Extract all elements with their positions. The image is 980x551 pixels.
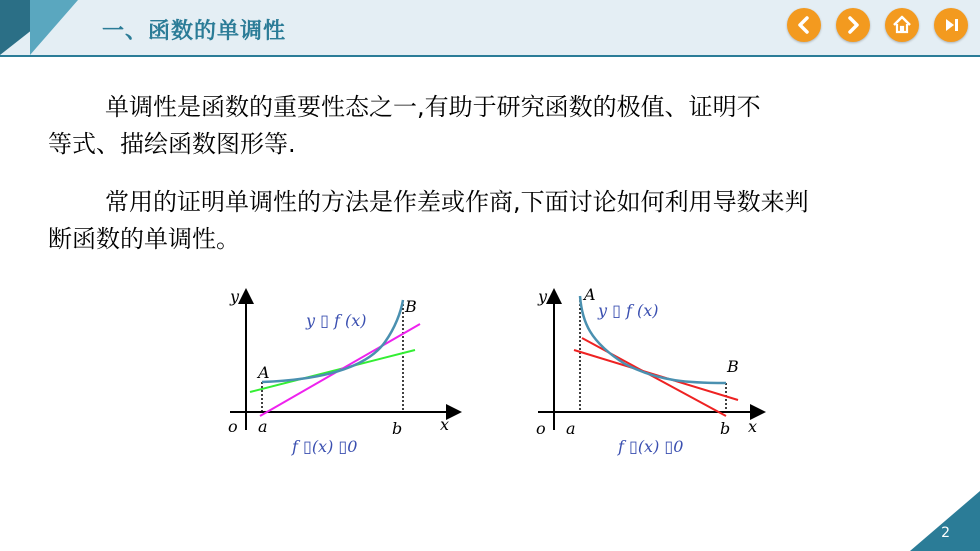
b-label: b xyxy=(720,419,731,438)
chevron-left-icon xyxy=(794,15,814,35)
home-icon xyxy=(891,14,913,36)
function-label: y ▯ f (x) xyxy=(306,311,367,330)
b-label: b xyxy=(392,419,403,438)
A-label: A xyxy=(584,285,596,304)
y-label: y xyxy=(230,287,240,306)
graph-increasing xyxy=(220,282,470,462)
function-label: y ▯ f (x) xyxy=(598,301,659,320)
paragraph-1-line-2: 等式、描绘函数图形等. xyxy=(48,130,296,158)
tangent-line-2 xyxy=(582,338,726,416)
corner-decoration xyxy=(910,491,980,551)
condition-label: f ▯(x) ▯0 xyxy=(618,437,684,456)
x-label: x xyxy=(440,415,450,434)
tangent-line-green xyxy=(250,350,415,392)
y-label: y xyxy=(538,287,548,306)
prev-button[interactable] xyxy=(787,8,821,42)
origin-label: o xyxy=(536,419,546,438)
a-label: a xyxy=(566,419,576,438)
A-label: A xyxy=(258,363,270,382)
chevron-right-icon xyxy=(843,15,863,35)
paragraph-1-line-1: 单调性是函数的重要性态之一,有助于研究函数的极值、证明不 xyxy=(105,93,761,121)
graph-decreasing xyxy=(530,282,780,462)
origin-label: o xyxy=(228,417,238,436)
condition-label: f ▯(x) ▯0 xyxy=(292,437,358,456)
page-number: 2 xyxy=(941,525,950,541)
next-button[interactable] xyxy=(836,8,870,42)
paragraph-2-line-2: 断函数的单调性。 xyxy=(48,225,240,253)
B-label: B xyxy=(405,297,417,316)
skip-to-end-icon xyxy=(941,15,961,35)
paragraph-2-line-1: 常用的证明单调性的方法是作差或作商,下面讨论如何利用导数来判 xyxy=(105,188,809,216)
x-label: x xyxy=(748,417,758,436)
B-label: B xyxy=(727,357,739,376)
home-button[interactable] xyxy=(885,8,919,42)
header-decoration-accent xyxy=(30,0,78,55)
a-label: a xyxy=(258,417,268,436)
end-button[interactable] xyxy=(934,8,968,42)
page-title: 一、函数的单调性 xyxy=(102,19,287,44)
